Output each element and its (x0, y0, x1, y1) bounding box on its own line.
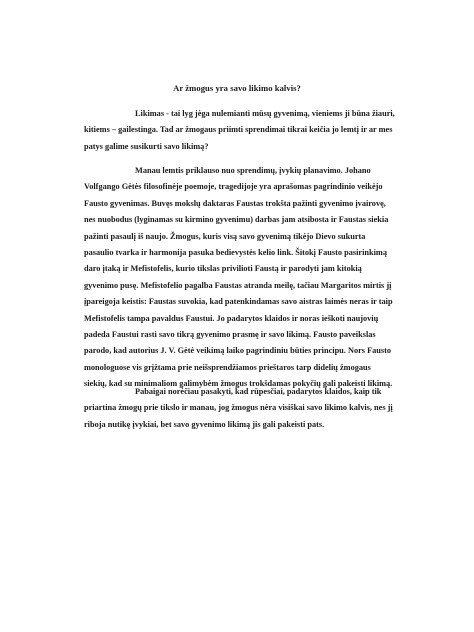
paragraph-line: Mefistofelis tampa pavaldus Faustui. Jo padarytos klaidos ir noras ieškoti naujovių (84, 313, 379, 323)
paragraph-line: įpareigoja keistis: Faustas suvokia, kad patenkindamas savo aistras laimės neras ir taip (84, 297, 393, 307)
paragraph-line: daro įtaką ir Mefistofelis, kurio tikslas privilioti Faustą ir parodyti jam kitokią (84, 264, 362, 274)
paragraph-line: riboja nutikę įvykiai, bet savo gyvenimo likimą jis gali pakeisti pats. (84, 419, 325, 429)
paragraph-intro (84, 106, 394, 155)
paragraph-line: Volfgango Gėtės filosofinėje poemoje, tragedijoje yra aprašomas pagrindinio veikėjo (84, 182, 383, 192)
document-title: Ar žmogus yra savo likimo kalvis? (173, 83, 301, 93)
paragraph-line: padeda Faustui rasti savo tikrą gyvenimo prasmę ir savo likimą. Fausto paveikslas (84, 330, 376, 340)
paragraph-line: pasaulio tvarka ir harmonija pasuka bedievystės kelio link. Šitokį Fausto pasirinkimą (84, 248, 387, 258)
paragraph-line: parodo, kad autorius J. V. Gėtė veikimą laiko pagrindiniu būties principu. Nors Fausto (84, 346, 392, 356)
paragraph-line: pažinti pasaulį iš naujo. Žmogus, kuris visą savo gyvenimą tikėjo Dievo sukurta (84, 231, 366, 241)
paragraph-line: monologuose vis grįžtama prie neišsprendžiamos prieštaros tarp didelių žmogaus (84, 362, 371, 372)
paragraph-line: priartina žmogų prie tikslo ir manau, jog žmogus nėra visiškai savo likimo kalvis, nes jį (84, 403, 393, 413)
paragraph-line: nes nuobodus (lyginamas su kirmino gyvenimu) darbas jam atsibosta ir Faustas siekia (84, 215, 389, 225)
paragraph-line: gyvenimo pusę. Mefistofelio pagalba Faustas atranda meilę, tačiau Margaritos mirtis jį (84, 280, 392, 290)
paragraph-line: Pabaigai norėčiau pasakyti, kad rūpesčiai, padarytos klaidos, kaip tik (135, 387, 382, 396)
paragraph-body (84, 163, 394, 393)
paragraph-line: patys galime susikurti savo likimą? (84, 141, 209, 151)
paragraph-line: Fausto gyvenimas. Buvęs mokslų daktaras Faustas trokšta pažinti gyvenimo įvairovę, (84, 198, 386, 208)
paragraph-conclusion (84, 384, 394, 433)
paragraph-line: Likimas - tai lyg jėga nulemianti mūsų gyvenimą, vieniems ji būna žiauri, (135, 109, 395, 118)
paragraph-line: kitiems – gailestinga. Tad ar žmogaus priimti sprendimai tikrai keičia jo lemtį ir ar mes (84, 125, 393, 135)
paragraph-line: siekių, kad su minimaliom galimybėm žmogus trokšdamas pokyčių gali pakeisti likimą. (84, 379, 393, 389)
paragraph-line: Manau lemtis priklauso nuo sprendimų, įvykių planavimo. Johano (135, 166, 371, 175)
